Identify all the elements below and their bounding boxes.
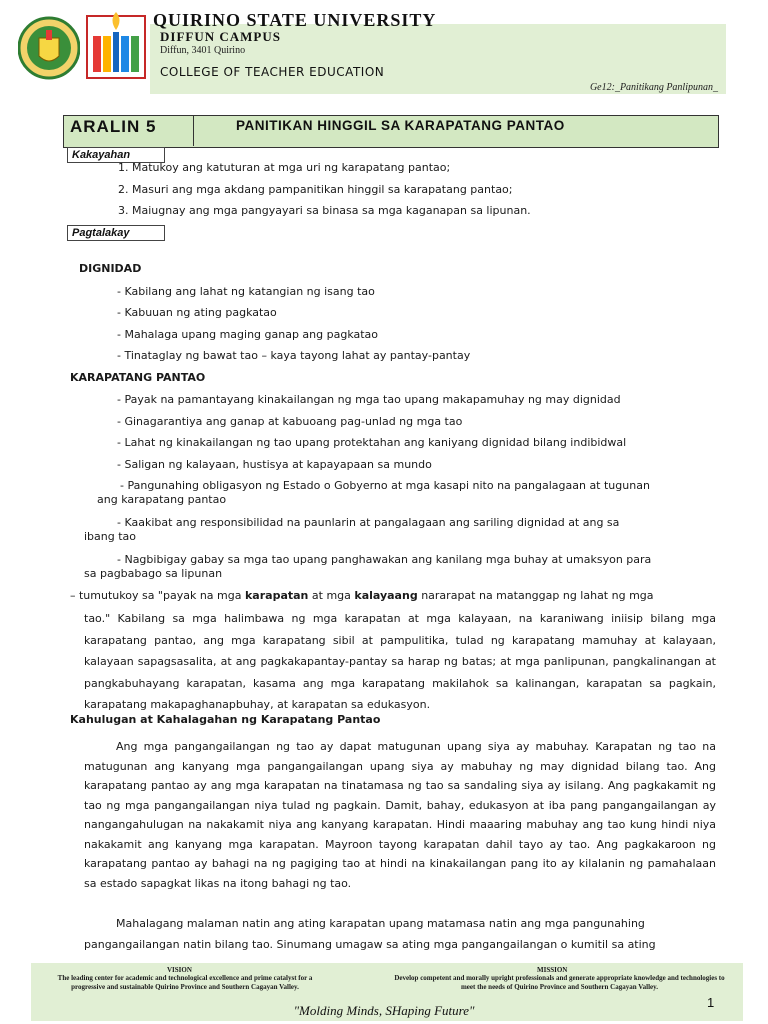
motto: "Molding Minds, SHaping Future" [293,1003,475,1018]
dignidad-item: - Kabuuan ng ating pagkatao [117,306,277,319]
definition-emphasis: kalayaang [354,589,418,602]
definition-paragraph: tao." Kabilang sa mga halimbawa ng mga karapatan at mga kalayaan, na karaniwang iniisip bilang mga karapatang pantao, ang mga karapatang sibil at pampulitika, tulad ng karapatang mamuhay at kalayaan, kalayaan sapagsasalita, at ang pagkakapantay-pantay sa harap ng batas; at mga panlipunan, pangkalinangan at pangkabuhayang karapatan, kasama ang mga karapatang makilahok sa kalinangan, karapatan sa pagkain, karapatang makapaghanapbuhay, at karapatan sa edukasyon. [84,612,716,711]
karapatan-item: - Saligan ng kalayaan, hustisya at kapayapaan sa mundo [117,458,432,471]
page-number: 1 [707,995,715,1010]
definition-emphasis: karapatan [244,589,309,602]
kahulugan-paragraph-2-line: pangangailangan natin bilang tao. Sinumang umagaw sa ating mga pangangailangan o kumitil sa ating [84,938,656,951]
karapatan-long-item-line: ang karapatang pantao [97,493,227,506]
dignidad-heading: DIGNIDAD [79,262,142,275]
definition-text: at mga [308,589,355,602]
university-seal-icon [18,8,80,88]
kahulugan-heading: Kahulugan at Kahalagahan ng Karapatang Pantao [70,713,381,726]
college-name: COLLEGE OF TEACHER EDUCATION [160,65,385,79]
campus-address: Diffun, 3401 Quirino [160,45,246,56]
objective-1: 1. Matukoy ang katuturan at mga uri ng karapatang pantao; [118,161,451,174]
lesson-topic: PANITIKAN HINGGIL SA KARAPATANG PANTAO [236,118,565,133]
kahulugan-paragraph-2-line: Mahalagang malaman natin ang ating karapatan upang matamasa natin ang mga pangunahing [116,917,645,930]
mission-title: MISSION [537,966,568,974]
karapatan-heading: KARAPATANG PANTAO [70,371,206,384]
dignidad-item: - Mahalaga upang maging ganap ang pagkatao [117,328,379,341]
karapatan-long-item-line: ibang tao [84,530,137,543]
karapatan-long-item-line: sa pagbabago sa lipunan [84,567,223,580]
dignidad-item: - Kabilang ang lahat ng katangian ng isang tao [117,285,375,298]
definition-text: – tumutukoy sa "payak na mga [70,589,245,602]
kakayahan-label: Kakayahan [67,147,165,163]
karapatan-long-item-line: - Kaakibat ang responsibilidad na paunlarin at pangalagaan ang sariling dignidad at ang sa [117,516,620,529]
mission-text: Develop competent and morally upright professionals and generate appropriate knowledge and technologies to meet the needs of Quirino Province and Southern Cagayan Valley. [394,974,725,991]
course-code: Ge12:_Panitikang Panlipunan_ [589,82,718,93]
teacher-education-logo-icon [85,6,147,86]
objective-2: 2. Masuri ang mga akdang pampanitikan hinggil sa karapatang pantao; [118,183,513,196]
objective-3: 3. Maiugnay ang mga pangyayari sa binasa sa mga kaganapan sa lipunan. [118,204,531,217]
definition-text: nararapat na matanggap ng lahat ng mga [417,589,654,602]
karapatan-long-item-line: - Pangunahing obligasyon ng Estado o Gobyerno at mga kasapi nito na pangalagaan at tugunan [120,479,650,492]
karapatan-long-item-line: - Nagbibigay gabay sa mga tao upang panghawakan ang kanilang mga buhay at umaksyon para [117,553,652,566]
pagtalakay-label: Pagtalakay [67,225,165,241]
karapatan-item: - Payak na pamantayang kinakailangan ng mga tao upang makapamuhay ng may dignidad [117,393,621,406]
karapatan-item: - Lahat ng kinakailangan ng tao upang protektahan ang kaniyang dignidad bilang indibidwal [117,436,627,449]
kahulugan-paragraph: Ang mga pangangailangan ng tao ay dapat matugunan upang siya ay mabuhay. Karapatan ng tao na matugunan ang kanyang mga pangangailangan upang siya ay mabuhay ng may dignidad bilang tao. Ang karapatang pantao ay ang mga karapatan na tinatamasa ng tao sa sandaling siya ay isilang. Ang pagkakamit ng tao ng mga pangangailangan niya tulad ng pagkain. Damit, bahay, edukasyon at iba pang pangangailangan ay nangangahulugan na nakakamit niya ang kanyang karapatan. Hindi maaaring mabuhay ang tao kung hindi niya nakakamit ang kanyang mga karapatan. Mayroon tayong karapatan dahil tayo ay tao. Ang pagkakaroon ng karapatang pantao ay bahagi na ng pagiging tao at hindi na kinakailangan pang ito ay kilalanin ng pamahalaan sa estado sapagkat likas na itong bahagi ng tao. [84,740,716,890]
definition-first-line [70,589,654,603]
vision-text: The leading center for academic and technological excellence and prime catalyst for a progressive and sustainable Quirino Province and Southern Cagayan Valley. [57,974,313,991]
karapatan-item: - Ginagarantiya ang ganap at kabuoang pag-unlad ng mga tao [117,415,463,428]
university-name: QUIRINO STATE UNIVERSITY [153,10,437,30]
dignidad-item: - Tinataglay ng bawat tao – kaya tayong lahat ay pantay-pantay [117,349,471,362]
lesson-number: ARALIN 5 [70,117,157,136]
campus-name: DIFFUN CAMPUS [160,29,281,44]
vision-title: VISION [167,966,192,974]
